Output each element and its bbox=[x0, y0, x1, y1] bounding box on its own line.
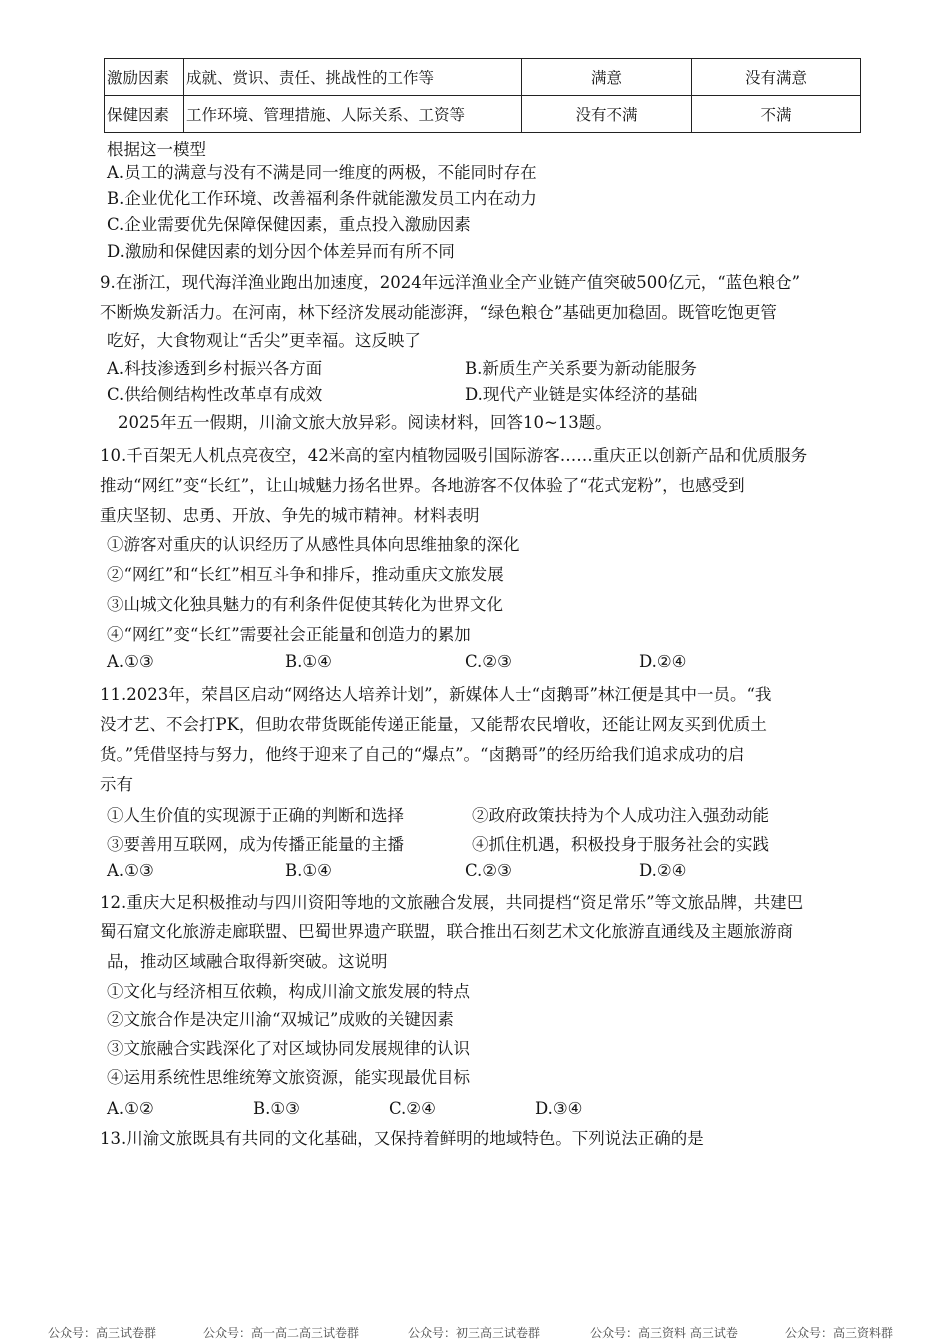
q12-stem-line: 12.重庆大足积极推动与四川资阳等地的文旅融合发展，共同提档“资足常乐”等文旅品牌，共建巴 bbox=[100, 893, 804, 912]
q9-stem-line: 不断焕发新活力。在河南，林下经济发展动能澎湃，“绿色粮仓”基础更加稳固。既管吃饱更管 bbox=[100, 303, 777, 322]
q12-option-b: B.①③ bbox=[253, 1099, 300, 1118]
q8-option-c: C.企业需要优先保障保健因素，重点投入激励因素 bbox=[107, 215, 471, 234]
q8-option-d: D.激励和保健因素的划分因个体差异而有所不同 bbox=[107, 242, 455, 261]
q8-option-b: B.企业优化工作环境、改善福利条件就能激发员工内在动力 bbox=[107, 189, 537, 208]
q9-option-a: A.科技渗透到乡村振兴各方面 bbox=[107, 359, 323, 378]
q11-stem-line: 示有 bbox=[100, 775, 133, 794]
footer-text: 公众号：高一高二高三试卷群 bbox=[203, 1326, 360, 1340]
footer-text: 公众号：高三试卷群 bbox=[48, 1326, 157, 1340]
q12-item-4: ④运用系统性思维统筹文旅资源，能实现最优目标 bbox=[107, 1068, 470, 1087]
q10-item-4: ④“网红”变“长红”需要社会正能量和创造力的累加 bbox=[107, 625, 471, 644]
q12-stem-line: 品，推动区域融合取得新突破。这说明 bbox=[107, 952, 388, 971]
footer-text: 公众号：高三资料群 bbox=[785, 1326, 894, 1340]
q11-stem-line: 11.2023年，荣昌区启动“网络达人培养计划”，新媒体人士“卤鹅哥”林江便是其中一员。“我 bbox=[100, 685, 772, 704]
q11-stem-line: 货。”凭借坚持与努力，他终于迎来了自己的“爆点”。“卤鹅哥”的经历给我们追求成功的启 bbox=[100, 745, 745, 764]
q8-option-a: A.员工的满意与没有不满是同一维度的两极，不能同时存在 bbox=[107, 163, 537, 182]
q10-option-b: B.①④ bbox=[285, 652, 332, 671]
material-intro: 2025年五一假期，川渝文旅大放异彩。阅读材料，回答10~13题。 bbox=[118, 413, 612, 432]
q11-option-a: A.①③ bbox=[107, 861, 154, 880]
q12-option-c: C.②④ bbox=[389, 1099, 436, 1118]
q12-item-1: ①文化与经济相互依赖，构成川渝文旅发展的特点 bbox=[107, 982, 470, 1001]
q10-stem-line: 10.千百架无人机点亮夜空，42米高的室内植物园吸引国际游客……重庆正以创新产品和优质服务 bbox=[100, 446, 808, 465]
q9-option-b: B.新质生产关系要为新动能服务 bbox=[465, 359, 697, 378]
q12-options bbox=[107, 1096, 667, 1122]
q9-stem-line: 9.在浙江，现代海洋渔业跑出加速度，2024年远洋渔业全产业链产值突破500亿元，“蓝色粮仓” bbox=[100, 273, 801, 292]
q11-item-1: ①人生价值的实现源于正确的判断和选择 bbox=[107, 806, 404, 825]
q8-stem: 根据这一模型 bbox=[107, 140, 206, 159]
q11-option-d: D.②④ bbox=[639, 861, 687, 880]
factor-cell: 激励因素 bbox=[105, 59, 184, 96]
q10-item-1: ①游客对重庆的认识经历了从感性具体向思维抽象的深化 bbox=[107, 535, 520, 554]
q10-option-d: D.②④ bbox=[639, 652, 687, 671]
q10-option-a: A.①③ bbox=[107, 652, 154, 671]
q12-option-a: A.①② bbox=[107, 1099, 154, 1118]
present-cell: 没有不满 bbox=[522, 96, 692, 133]
q12-item-2: ②文旅合作是决定川渝“双城记”成败的关键因素 bbox=[107, 1010, 454, 1029]
q10-options bbox=[107, 649, 707, 675]
footer-text: 公众号：初三高三试卷群 bbox=[408, 1326, 541, 1340]
absent-cell: 不满 bbox=[692, 96, 861, 133]
q11-stem-line: 没才艺、不会打PK，但助农带货既能传递正能量，又能帮农民增收，还能让网友买到优质土 bbox=[100, 715, 767, 734]
absent-cell: 没有满意 bbox=[692, 59, 861, 96]
q10-stem-line: 重庆坚韧、忠勇、开放、争先的城市精神。材料表明 bbox=[100, 506, 480, 525]
q10-item-2: ②“网红”和“长红”相互斗争和排斥，推动重庆文旅发展 bbox=[107, 565, 504, 584]
q11-option-c: C.②③ bbox=[465, 861, 512, 880]
q10-option-c: C.②③ bbox=[465, 652, 512, 671]
content-cell: 成就、赏识、责任、挑战性的工作等 bbox=[184, 59, 522, 96]
q12-option-d: D.③④ bbox=[535, 1099, 583, 1118]
present-cell: 满意 bbox=[522, 59, 692, 96]
q9-stem-line: 吃好，大食物观让“舌尖”更幸福。这反映了 bbox=[107, 331, 421, 350]
q10-stem-line: 推动“网红”变“长红”，让山城魅力扬名世界。各地游客不仅体验了“花式宠粉”，也感受到 bbox=[100, 476, 745, 495]
table-row bbox=[105, 59, 861, 96]
q11-item-3: ③要善用互联网，成为传播正能量的主播 bbox=[107, 835, 404, 854]
q13-stem: 13.川渝文旅既具有共同的文化基础，又保持着鲜明的地域特色。下列说法正确的是 bbox=[100, 1129, 704, 1148]
q9-option-d: D.现代产业链是实体经济的基础 bbox=[465, 385, 698, 404]
table-row bbox=[105, 96, 861, 133]
q11-options bbox=[107, 858, 707, 884]
content-cell: 工作环境、管理措施、人际关系、工资等 bbox=[184, 96, 522, 133]
motivation-factor-table bbox=[104, 58, 861, 133]
q12-stem-line: 蜀石窟文化旅游走廊联盟、巴蜀世界遗产联盟，联合推出石刻艺术文化旅游直通线及主题旅游商 bbox=[100, 922, 793, 941]
q11-item-4: ④抓住机遇，积极投身于服务社会的实践 bbox=[472, 835, 769, 854]
footer-text: 公众号：高三资料 高三试卷 bbox=[590, 1326, 738, 1340]
factor-cell: 保健因素 bbox=[105, 96, 184, 133]
q9-option-c: C.供给侧结构性改革卓有成效 bbox=[107, 385, 323, 404]
q10-item-3: ③山城文化独具魅力的有利条件促使其转化为世界文化 bbox=[107, 595, 503, 614]
q11-option-b: B.①④ bbox=[285, 861, 332, 880]
q11-item-2: ②政府政策扶持为个人成功注入强劲动能 bbox=[472, 806, 769, 825]
q12-item-3: ③文旅融合实践深化了对区域协同发展规律的认识 bbox=[107, 1039, 470, 1058]
